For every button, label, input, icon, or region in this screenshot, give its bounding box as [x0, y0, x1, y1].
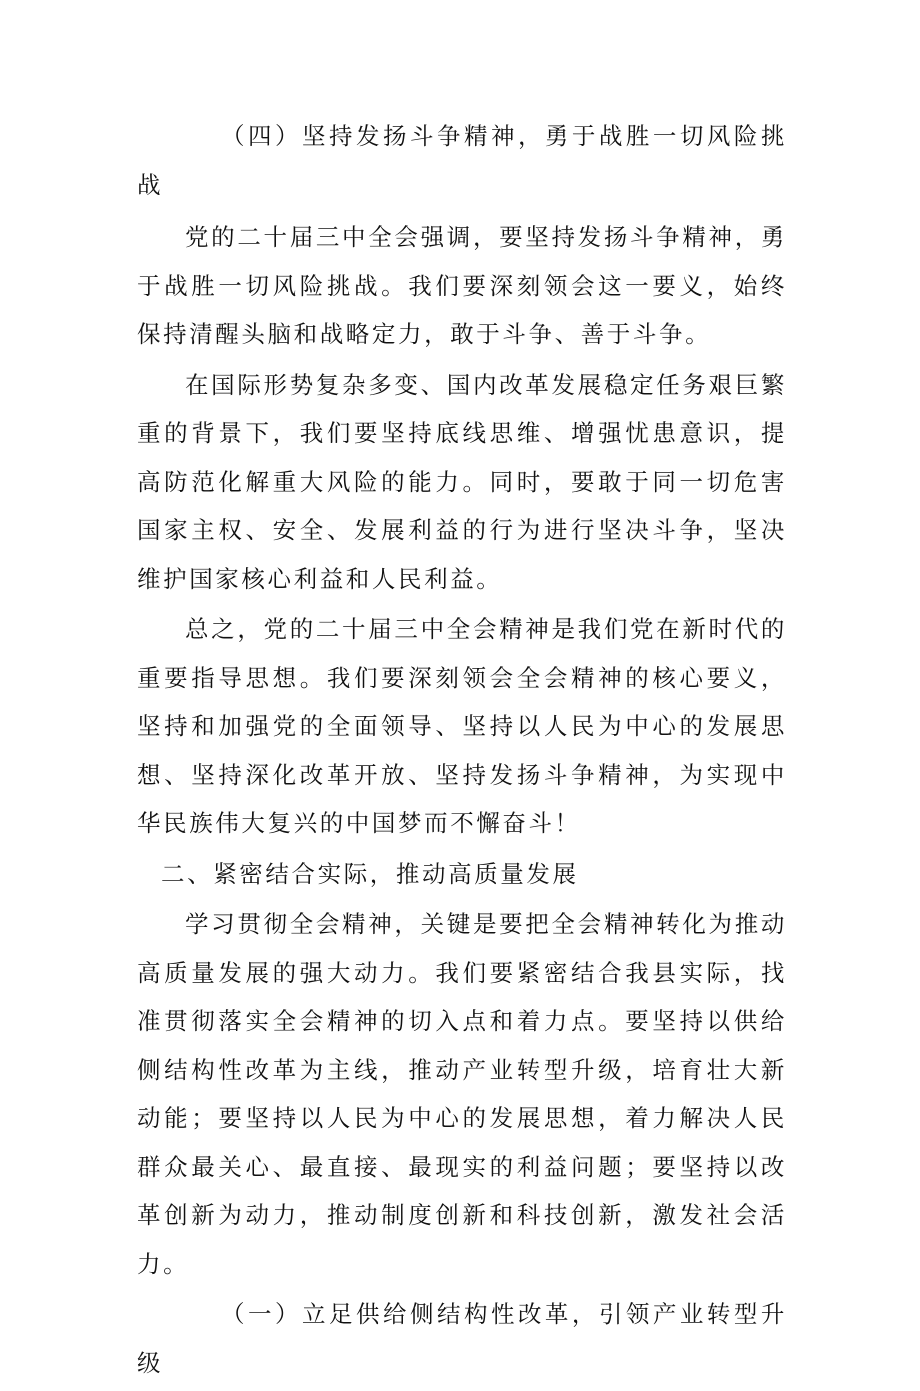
section-heading-4: （四）坚持发扬斗争精神，勇于战胜一切风险挑战 — [137, 122, 787, 199]
paragraph-4: 学习贯彻全会精神，关键是要把全会精神转化为推动高质量发展的强大动力。我们要紧密结合我县实际，找准贯彻落实全会精神的切入点和着力点。要坚持以供给侧结构性改革为主线，推动产业转型升级，培育壮大新动能；要坚持以人民为中心的发展思想，着力解决人民群众最关心、最直接、最现实的利益问题；要坚持以改革创新为动力，推动制度创新和科技创新，激发社会活力。 — [137, 910, 787, 1278]
section-heading-2-1: （一）立足供给侧结构性改革，引领产业转型升级 — [137, 1300, 787, 1377]
paragraph-3: 总之，党的二十届三中全会精神是我们党在新时代的重要指导思想。我们要深刻领会全会精神的核心要义，坚持和加强党的全面领导、坚持以人民为中心的发展思想、坚持深化改革开放、坚持发扬斗争精神，为实现中华民族伟大复兴的中国梦而不懈奋斗！ — [137, 615, 787, 837]
paragraph-1: 党的二十届三中全会强调，要坚持发扬斗争精神，勇于战胜一切风险挑战。我们要深刻领会这一要义，始终保持清醒头脑和战略定力，敢于斗争、善于斗争。 — [137, 223, 787, 348]
document-body — [137, 112, 787, 1391]
section-heading-2: 二、紧密结合实际，推动高质量发展 — [161, 859, 579, 888]
paragraph-2: 在国际形势复杂多变、国内改革发展稳定任务艰巨繁重的背景下，我们要坚持底线思维、增强忧患意识，提高防范化解重大风险的能力。同时，要敢于同一切危害国家主权、安全、发展利益的行为进行坚决斗争，坚决维护国家核心利益和人民利益。 — [137, 370, 787, 593]
